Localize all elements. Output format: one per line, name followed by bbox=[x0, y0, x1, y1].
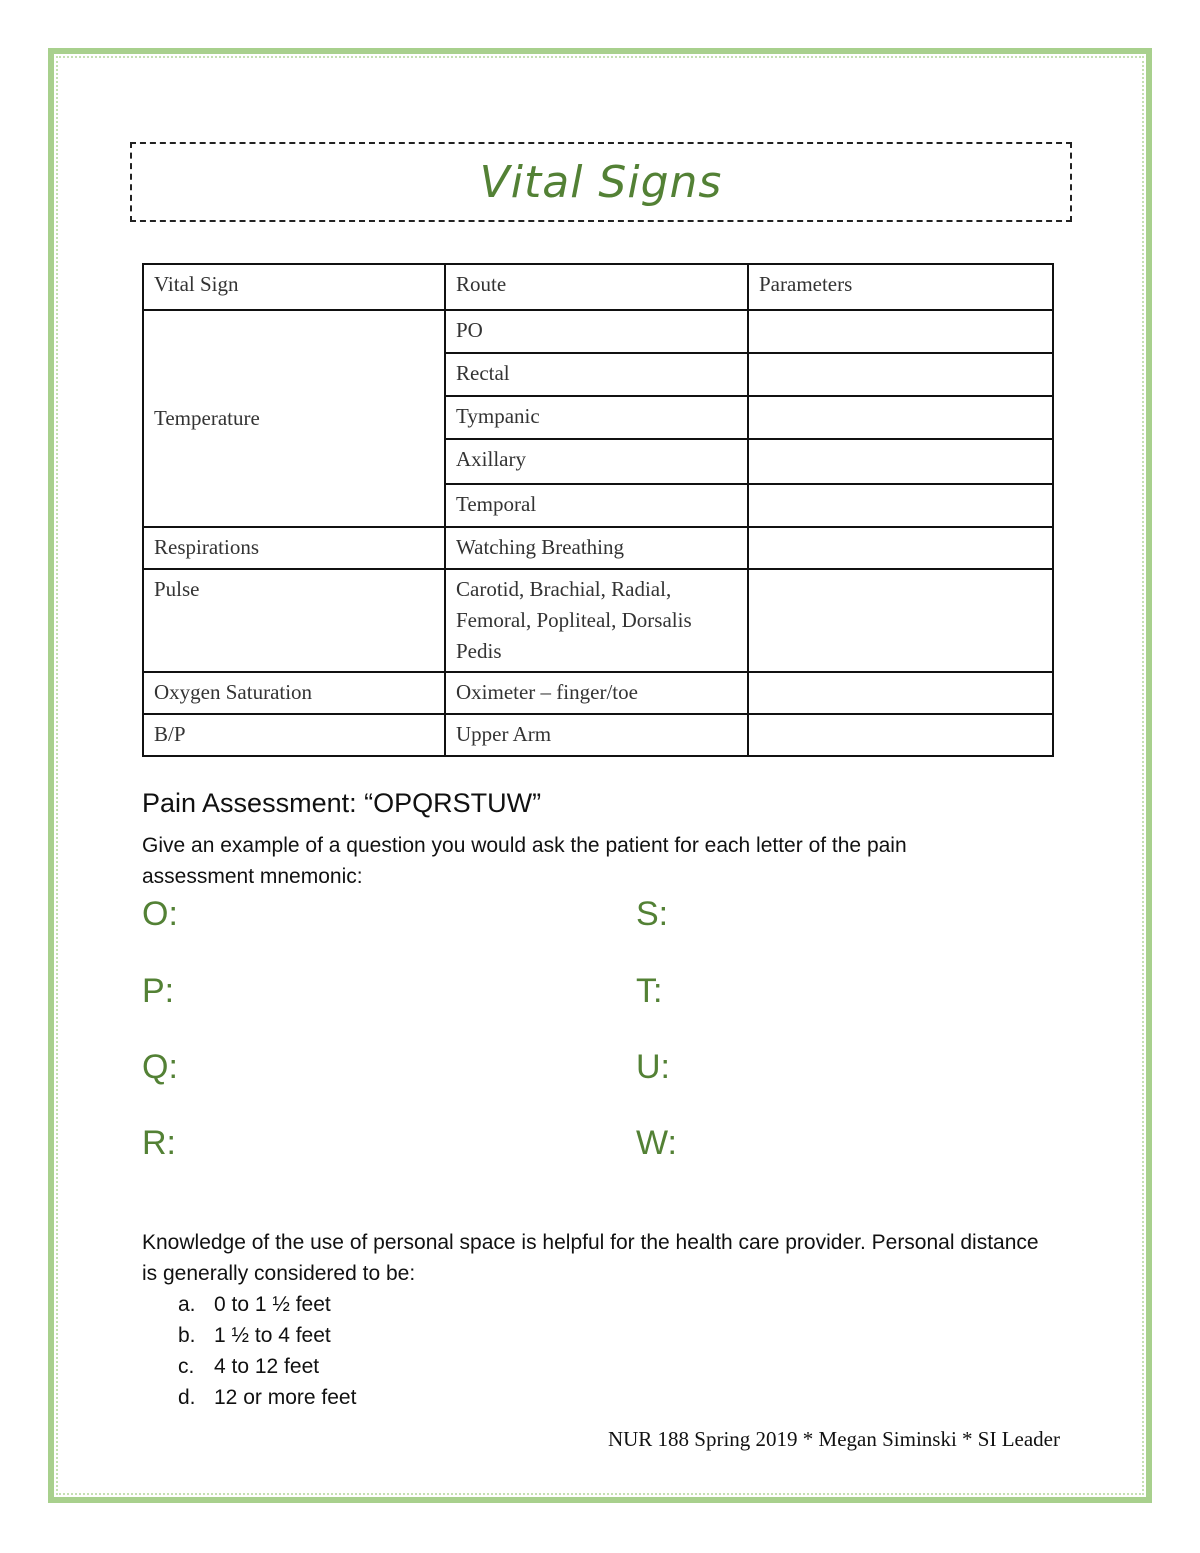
table-row bbox=[143, 527, 1053, 569]
vital-sign-cell: Pulse bbox=[143, 569, 445, 672]
option-text: 0 to 1 ½ feet bbox=[214, 1293, 331, 1316]
parameter-cell[interactable] bbox=[748, 714, 1053, 756]
letter-t: T: bbox=[636, 972, 663, 1010]
answer-option[interactable] bbox=[178, 1351, 356, 1382]
route-cell: Tympanic bbox=[445, 396, 748, 439]
route-cell: Upper Arm bbox=[445, 714, 748, 756]
parameter-cell[interactable] bbox=[748, 396, 1053, 439]
letter-w: W: bbox=[636, 1124, 677, 1162]
vital-sign-cell: Respirations bbox=[143, 527, 445, 569]
header-route: Route bbox=[445, 264, 748, 310]
option-letter: c. bbox=[178, 1355, 195, 1378]
route-cell: Watching Breathing bbox=[445, 527, 748, 569]
parameter-cell[interactable] bbox=[748, 353, 1053, 396]
vital-sign-cell: Oxygen Saturation bbox=[143, 672, 445, 714]
route-cell: Carotid, Brachial, Radial, Femoral, Popliteal, Dorsalis Pedis bbox=[445, 569, 748, 672]
title-box bbox=[130, 142, 1072, 222]
option-letter: b. bbox=[178, 1324, 196, 1347]
letter-u: U: bbox=[636, 1048, 670, 1086]
header-parameters: Parameters bbox=[748, 264, 1053, 310]
route-cell: Oximeter – finger/toe bbox=[445, 672, 748, 714]
parameter-cell[interactable] bbox=[748, 672, 1053, 714]
answer-option[interactable] bbox=[178, 1289, 356, 1320]
letter-o: O: bbox=[142, 895, 178, 933]
route-cell: Axillary bbox=[445, 439, 748, 484]
personal-space-question: Knowledge of the use of personal space is helpful for the health care provider. Personal distance is generally considered to be: bbox=[142, 1231, 1039, 1285]
letter-q: Q: bbox=[142, 1048, 178, 1086]
pain-assessment-instructions: Give an example of a question you would ask the patient for each letter of the pain assessment mnemonic: bbox=[142, 834, 907, 888]
option-letter: a. bbox=[178, 1293, 196, 1316]
parameter-cell[interactable] bbox=[748, 527, 1053, 569]
option-text: 4 to 12 feet bbox=[214, 1355, 320, 1378]
vital-sign-cell: B/P bbox=[143, 714, 445, 756]
table-row bbox=[143, 310, 1053, 353]
page-title: Vital Signs bbox=[479, 156, 723, 208]
option-letter: d. bbox=[178, 1386, 196, 1409]
table-row bbox=[143, 569, 1053, 672]
table-row bbox=[143, 672, 1053, 714]
parameter-cell[interactable] bbox=[748, 569, 1053, 672]
parameter-cell[interactable] bbox=[748, 439, 1053, 484]
parameter-cell[interactable] bbox=[748, 484, 1053, 527]
footer: NUR 188 Spring 2019 * Megan Siminski * SI Leader bbox=[607, 1427, 1060, 1451]
pain-assessment-title: Pain Assessment: “OPQRSTUW” bbox=[142, 788, 542, 818]
letter-r: R: bbox=[142, 1124, 176, 1162]
route-cell: Temporal bbox=[445, 484, 748, 527]
parameter-cell[interactable] bbox=[748, 310, 1053, 353]
letter-s: S: bbox=[636, 895, 669, 933]
option-text: 12 or more feet bbox=[214, 1386, 357, 1409]
answer-option[interactable] bbox=[178, 1382, 356, 1413]
table-header-row bbox=[143, 264, 1053, 310]
vital-signs-table bbox=[142, 263, 1054, 757]
temperature-cell: Temperature bbox=[143, 310, 445, 527]
answer-options bbox=[178, 1289, 356, 1413]
letter-p: P: bbox=[142, 972, 175, 1010]
header-vital-sign: Vital Sign bbox=[143, 264, 445, 310]
option-text: 1 ½ to 4 feet bbox=[214, 1324, 331, 1347]
table-row bbox=[143, 714, 1053, 756]
answer-option[interactable] bbox=[178, 1320, 356, 1351]
route-cell: PO bbox=[445, 310, 748, 353]
route-cell: Rectal bbox=[445, 353, 748, 396]
